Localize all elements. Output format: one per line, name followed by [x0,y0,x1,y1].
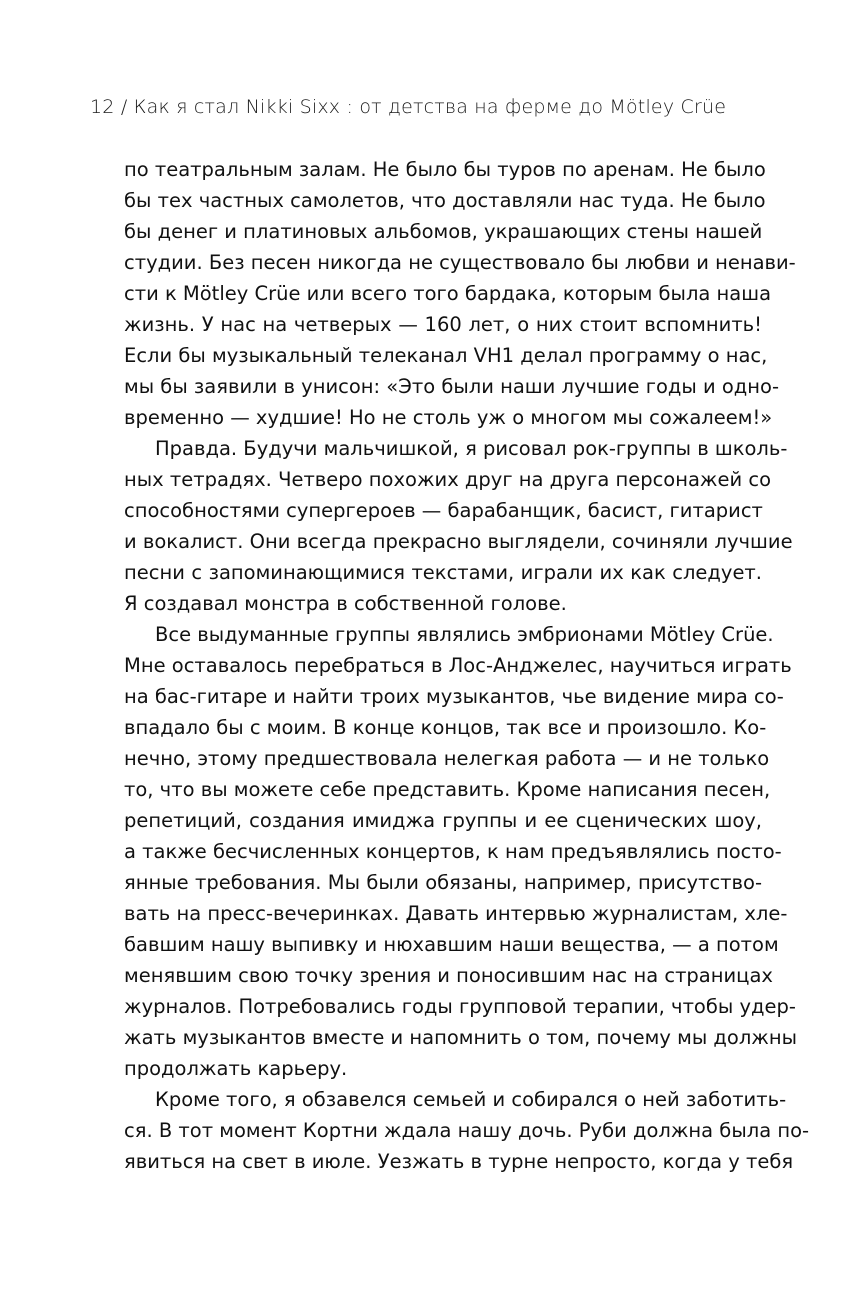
text-line: вать на пресс-вечеринках. Давать интервью журналистам, хле- [124,902,788,925]
paragraph [124,154,796,433]
text-line: способностями супергероев — барабанщик, басист, гитарист [124,499,763,522]
text-line: Мне оставалось перебраться в Лос-Анджелес, научиться играть [124,654,792,677]
text-line: Я создавал монстра в собственной голове. [124,592,567,615]
text-line: а также бесчисленных концертов, к нам предъявлялись посто- [124,840,782,863]
text-line: бы денег и платиновых альбомов, украшающих стены нашей [124,220,763,243]
paragraph [124,433,793,619]
text-line: и вокалист. Они всегда прекрасно выглядели, сочиняли лучшие [124,530,793,553]
text-line: мы бы заявили в унисон: «Это были наши лучшие годы и одно- [124,375,779,398]
text-line: менявшим свою точку зрения и поносившим нас на страницах [124,964,773,987]
text-line: жать музыкантов вместе и напомнить о том, почему мы должны [124,1026,798,1049]
text-line: песни с запоминающимися текстами, играли их как следует. [124,561,762,584]
text-line: нечно, этому предшествовала нелегкая работа — и не только [124,747,770,770]
text-line: журналов. Потребовались годы групповой терапии, чтобы удер- [124,995,796,1018]
text-line: впадало бы с моим. В конце концов, так все и произошло. Ко- [124,716,767,739]
text-line: студии. Без песен никогда не существовало бы любви и ненави- [124,251,796,274]
text-line: явиться на свет в июле. Уезжать в турне непросто, когда у тебя [124,1150,794,1173]
text-line: сти к Mötley Crüe или всего того бардака, которым была наша [124,282,772,305]
text-line: Если бы музыкальный телеканал VH1 делал программу о нас, [124,344,768,367]
text-line: репетиций, создания имиджа группы и ее сценических шоу, [124,809,762,832]
text-line: продолжать карьеру. [124,1057,348,1080]
text-line: на бас-гитаре и найти троих музыкантов, чье видение мира со- [124,685,784,708]
body-text [124,154,810,1177]
text-line: временно — худшие! Но не столь уж о многом мы сожалеем!» [124,406,773,429]
text-line: жизнь. У нас на четверых — 160 лет, о них стоит вспомнить! [124,313,762,336]
text-line: ных тетрадях. Четверо похожих друг на друга персонажей со [124,468,772,491]
paragraph [124,1084,810,1177]
text-line: по театральным залам. Не было бы туров по аренам. Не было [124,158,766,181]
text-line: то, что вы можете себе представить. Кроме написания песен, [124,778,771,801]
text-line: ся. В тот момент Кортни ждала нашу дочь. Руби должна была по- [124,1119,810,1142]
paragraph [124,619,798,1084]
text-line: Кроме того, я обзавелся семьей и собирался о ней заботить- [155,1088,787,1111]
text-line: Правда. Будучи мальчишкой, я рисовал рок-группы в школь- [155,437,788,460]
running-head: 12 / Как я стал Nikki Sixx : от детства на ферме до Mötley Crüe [90,96,727,118]
text-line: бавшим нашу выпивку и нюхавшим наши вещества, — а потом [124,933,779,956]
text-line: Все выдуманные группы являлись эмбрионами Mötley Crüe. [155,623,774,646]
text-line: янные требования. Мы были обязаны, например, присутство- [124,871,762,894]
text-line: бы тех частных самолетов, что доставляли нас туда. Не было [124,189,766,212]
